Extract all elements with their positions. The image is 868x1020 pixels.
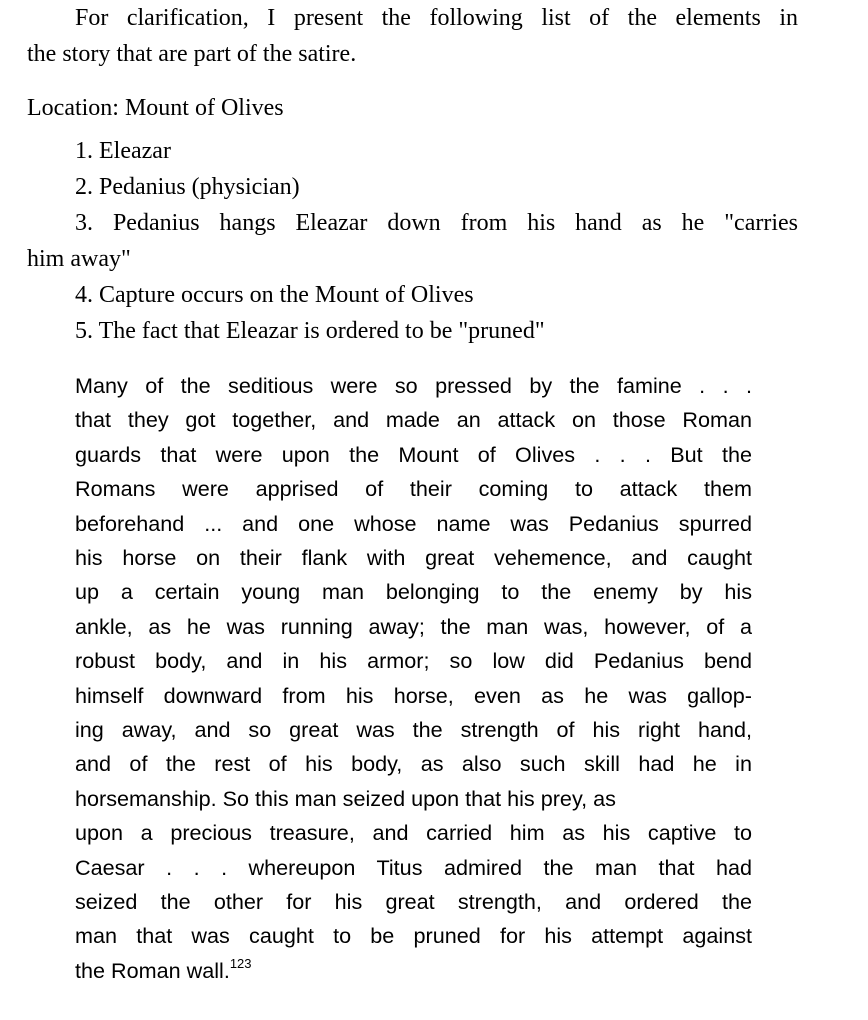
quote-line: Many of the seditious were so pressed by the famine . . . <box>75 373 752 398</box>
quote-line: his horse on their flank with great vehemence, and caught <box>75 545 752 570</box>
text-line: the story that are part of the satire. <box>27 41 357 67</box>
quote-line: beforehand ... and one whose name was Pedanius spurred <box>75 510 752 536</box>
list-item-continuation: him away" <box>27 246 131 272</box>
quote-line: that they got together, and made an attack on those Roman <box>75 407 752 433</box>
quote-line: himself downward from his horse, even as he was gallop- <box>75 682 752 708</box>
quote-line: horsemanship. So this man seized upon that his prey, as <box>75 785 616 811</box>
quote-line: Romans were apprised of their coming to attack them <box>75 476 752 502</box>
list-item: 5. The fact that Eleazar is ordered to be "pruned" <box>75 318 545 344</box>
list-item: 2. Pedanius (physician) <box>75 174 300 200</box>
quote-line-text: the Roman wall. <box>75 957 230 983</box>
list-item: 4. Capture occurs on the Mount of Olives <box>75 282 474 308</box>
quote-line: seized the other for his great strength, and ordered the <box>75 889 752 914</box>
quote-line: Caesar . . . whereupon Titus admired the man that had <box>75 854 752 880</box>
quote-line: guards that were upon the Mount of Olives . . . But the <box>75 441 752 467</box>
quote-line: robust body, and in his armor; so low did Pedanius bend <box>75 648 752 674</box>
location-heading: Location: Mount of Olives <box>27 95 284 121</box>
quote-line <box>75 957 252 985</box>
quote-line: man that was caught to be pruned for his attempt against <box>75 923 752 949</box>
list-item: 3. Pedanius hangs Eleazar down from his hand as he "carries <box>75 210 798 236</box>
quote-line: upon a precious treasure, and carried him as his captive to <box>75 820 752 846</box>
text-line: For clarification, I present the following list of the elements in <box>75 5 798 31</box>
footnote-marker[interactable]: 123 <box>229 955 252 971</box>
quote-line: ankle, as he was running away; the man was, however, of a <box>75 613 752 639</box>
list-item: 1. Eleazar <box>75 138 171 164</box>
quote-line: ing away, and so great was the strength of his right hand, <box>75 717 752 742</box>
quote-line: and of the rest of his body, as also such skill had he in <box>75 751 752 777</box>
quote-line: up a certain young man belonging to the enemy by his <box>75 579 752 605</box>
